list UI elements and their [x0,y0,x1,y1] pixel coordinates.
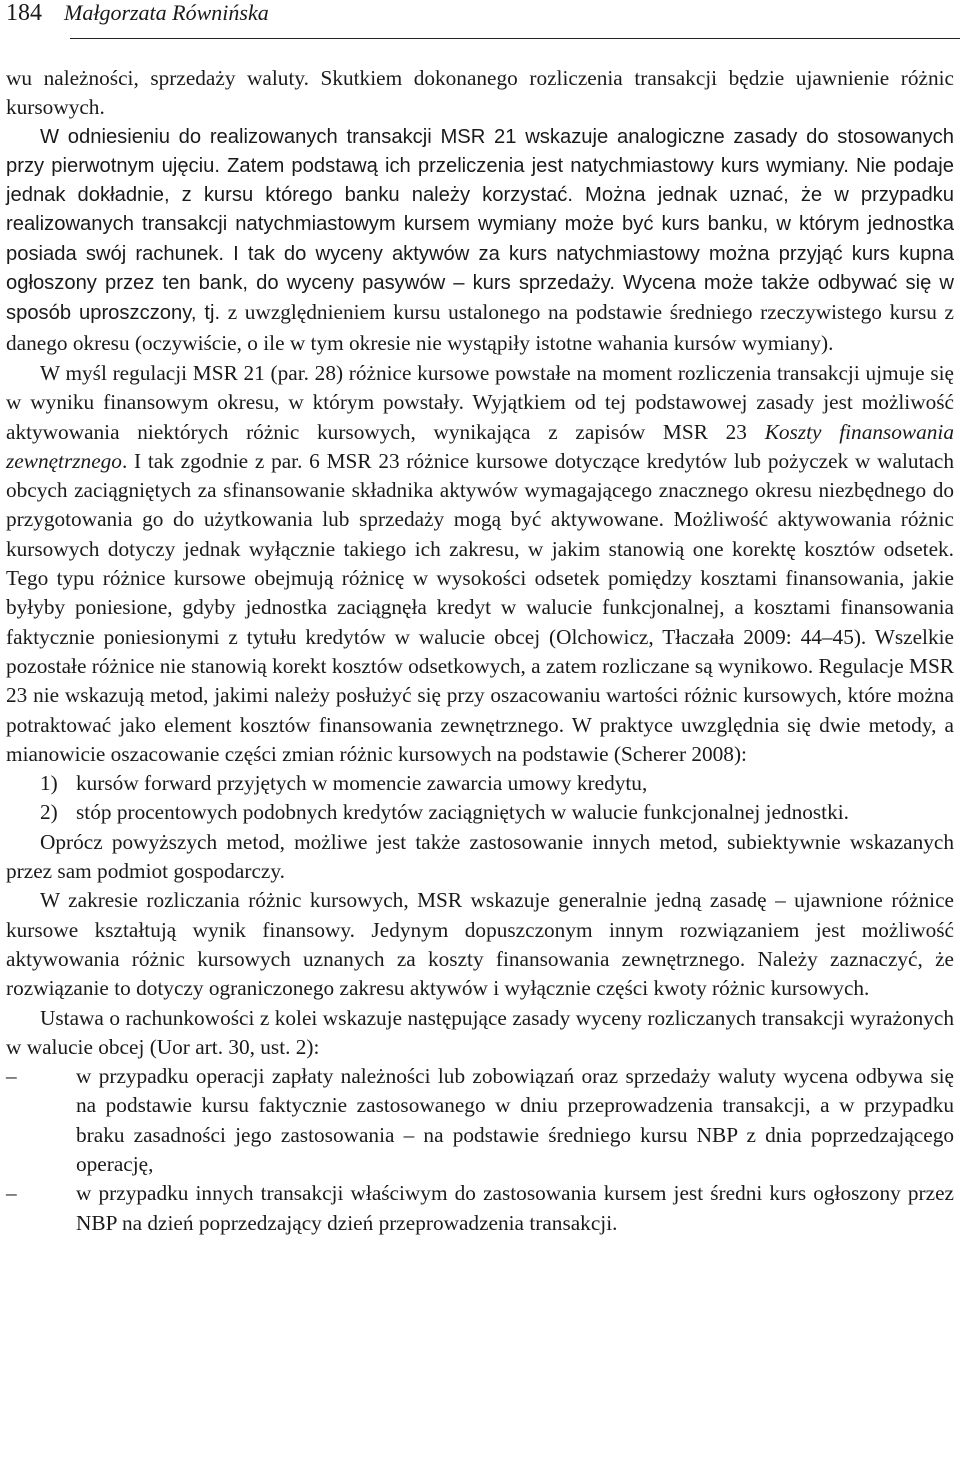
citation-title: Koszty finansowania zewnętrznego [6,419,954,473]
paragraph [6,123,954,359]
list-marker: – [6,1181,17,1206]
paragraph [6,359,954,769]
paragraph: W zakresie rozliczania różnic kursowych, MSR wskazuje generalnie jedną zasadę – ujawnione różnice kursowe kształtują wynik finansowy. Jedynym dopuszczonym innym rozwiązaniem jest możliwość aktywowania różnic kursowych uznanych za koszty finansowania zewnętrznego. Należy zaznaczyć, że rozwiązanie to dotyczy ograniczonego zakresu aktywów i wyłącznie części kwoty różnic kursowych. [6,888,954,1001]
paragraph: wu należności, sprzedaży waluty. Skutkiem dokonanego rozliczenia transakcji będzie ujawnienie różnic kursowych. [6,66,954,120]
list-marker: 1) [40,771,58,796]
paragraph-text: W myśl regulacji MSR 21 (par. 28) różnice kursowe powstałe na moment rozliczenia transakcji ujmuje się w wyniku finansowym okresu, w którym powstały. Wyjątkiem od tej podstawowej zasady jest możliwość aktywowania niektórych różnic kursowych, wynikająca z zapisów MSR 23 [6,360,954,444]
list-item-text: w przypadku innych transakcji właściwym do zastosowania kursem jest średni kurs ogłoszony przez NBP na dzień poprzedzający dzień przeprowadzenia transakcji. [76,1181,954,1235]
running-header [6,0,954,36]
list-item [6,769,954,798]
running-author: Małgorzata Równińska [64,0,269,25]
page-number: 184 [6,0,42,26]
header-rule [70,38,960,39]
list-item [6,798,954,827]
list-item [6,1062,954,1179]
numbered-list [6,769,954,828]
list-item-text: kursów forward przyjętych w momencie zawarcia umowy kredytu, [76,771,648,796]
list-marker: – [6,1064,17,1089]
paragraph: Oprócz powyższych metod, możliwe jest także zastosowanie innych metod, subiektywnie wskazanych przez sam podmiot gospodarczy. [6,829,954,884]
body-text [6,64,954,1238]
paragraph-text: W odniesieniu do realizowanych transakcji MSR 21 wskazuje analogiczne zasady do stosowanych przy pierwotnym ujęciu. Zatem podstawą ich przeliczenia jest natychmiastowy kurs wymiany. Nie podaje jednak dokładnie, z kursu którego banku należy korzystać. Można jednak uznać, że w przypadku realizowanych transakcji natychmiastowym kursem wymiany może być kurs banku, w którym jednostka posiada swój rachunek. I tak do wyceny aktywów za kurs natychmiastowy można przyjąć kurs kupna ogłoszony przez ten bank, do wyceny pasywów – kurs sprzedaży. Wycena może także odbywać się w sposób uproszczony, tj. [6,125,954,325]
list-item-text: stóp procentowych podobnych kredytów zaciągniętych w walucie funkcjonalnej jednostki. [76,800,849,825]
paragraph-text: . I tak zgodnie z par. 6 MSR 23 różnice kursowe dotyczące kredytów lub pożyczek w walutach obcych zaciągniętych za sfinansowanie składnika aktywów wymagającego znacznego okresu niezbędnego do przygotowania go do użytkowania lub sprzedaży mogą być aktywowane. Możliwość aktywowania różnic kursowych dotyczy jednak wyłącznie takiego ich zakresu, w jakim stanowią one korektę kosztów odsetek. Tego typu różnice kursowe obejmują różnicę w wysokości odsetek pomiędzy kosztami finansowania, jakie byłyby poniesione, gdyby jednostka zaciągnęła kredyt w walucie funkcjonalnej, a kosztami finansowania faktycznie poniesionymi z tytułu kredytów w walucie obcej (Olchowicz, Tłaczała 2009: 44–45). Wszelkie pozostałe różnice nie stanowią korekt kosztów odsetkowych, a zatem rozliczane są wynikowo. Regulacje MSR 23 nie wskazują metod, jakimi należy posłużyć się przy oszacowaniu wartości różnic kursowych, które można potraktować jako element kosztów finansowania zewnętrznego. W praktyce uwzględnia się dwie metody, a mianowicie oszacowanie części zmian różnic kursowych na podstawie (Scherer 2008): [6,448,955,766]
paragraph-text: z uwzględnieniem kursu ustalonego na podstawie średniego rzeczywistego kursu z danego okresu (oczywiście, o ile w tym okresie nie wystąpiły istotne wahania kursów wymiany). [6,300,954,355]
list-item-text: w przypadku operacji zapłaty należności lub zobowiązań oraz sprzedaży waluty wycena odbywa się na podstawie kursu faktycznie zastosowanego w dniu przeprowadzenia transakcji, a w przypadku braku zasadności jego zastosowania – na podstawie średniego kursu NBP z dnia poprzedzającego operację, [76,1064,954,1176]
list-item [6,1179,954,1238]
dash-list [6,1062,954,1238]
paragraph: Ustawa o rachunkowości z kolei wskazuje następujące zasady wyceny rozliczanych transakcji wyrażonych w walucie obcej (Uor art. 30, ust. 2): [6,1005,954,1059]
list-marker: 2) [40,800,58,825]
